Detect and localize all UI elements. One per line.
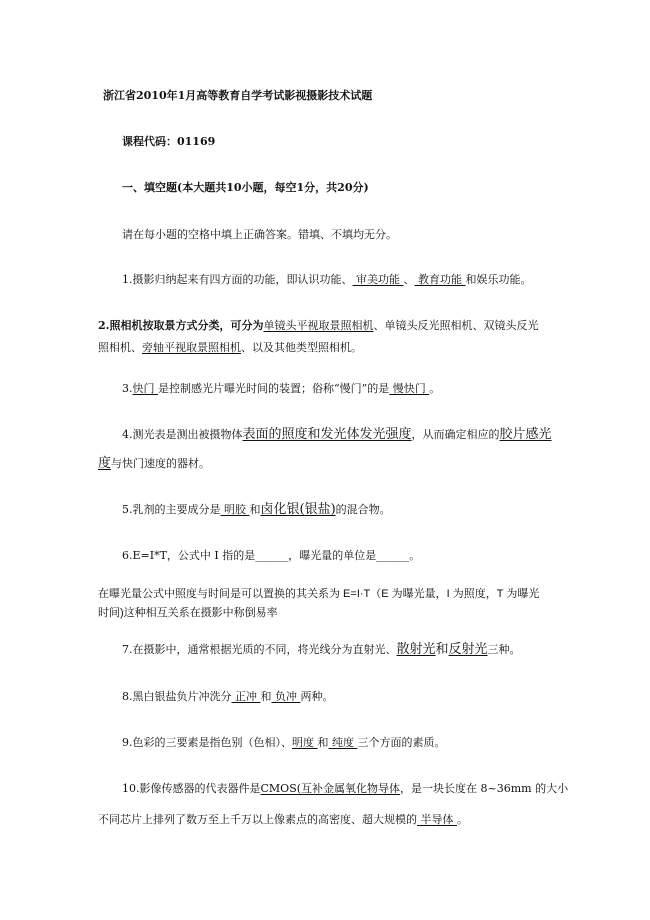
question-4-line-2 xyxy=(98,456,210,472)
q4-answer-2-cont: 度 xyxy=(98,456,112,471)
question-2-line-2 xyxy=(98,340,362,356)
q6-blank-1: ______ xyxy=(255,549,289,562)
q7-text-3: 三种。 xyxy=(487,643,521,656)
q6-blank-2: ______ xyxy=(376,549,410,562)
q3-text: 是控制感光片曝光时间的装置；俗称“慢门”的是 xyxy=(158,382,390,395)
q2-text-2: 、单镜头反光照相机、双镜头反光 xyxy=(373,319,539,332)
q1-answer-2: 教育功能 xyxy=(414,273,466,286)
q5-answer-1: 明胶 xyxy=(220,503,250,516)
q5-text-3: 的混合物。 xyxy=(335,503,391,516)
question-2 xyxy=(98,318,538,334)
q1-text-3: 和娱乐功能。 xyxy=(465,273,532,286)
q8-text-2: 和 xyxy=(260,690,272,703)
q6-text-2: ，曝光量的单位是 xyxy=(288,549,377,562)
q10-text: 10.影像传感器的代表器件是 xyxy=(122,782,261,795)
q4-text-3: 与快门速度的器材。 xyxy=(111,457,211,470)
page-title: 浙江省2010年1月高等教育自学考试影视摄影技术试题 xyxy=(103,89,373,102)
question-6 xyxy=(122,548,420,564)
q3-text-2: 。 xyxy=(429,382,441,395)
q4-answer-2: 胶片感光 xyxy=(499,427,552,442)
q6-text-3: 。 xyxy=(409,549,421,562)
course-code: 课程代码：01169 xyxy=(122,135,216,148)
q6-text: 6.E=I*T，公式中 I 指的是 xyxy=(122,549,256,562)
q2-text: 2.照相机按取景方式分类，可分为 xyxy=(98,319,264,332)
q5-text-2: 和 xyxy=(249,503,261,516)
q10-text-4: 。 xyxy=(457,813,468,826)
q8-text-3: 两种。 xyxy=(300,690,334,703)
q9-text: 9.色彩的三要素是指色别（色相）、 xyxy=(122,736,292,749)
question-10-line-2 xyxy=(98,812,468,828)
q2-answer-2: 旁轴平视取景照相机 xyxy=(142,341,241,354)
q2-answer-1: 单镜头平视取景照相机 xyxy=(263,319,374,332)
instructions: 请在每小题的空格中填上正确答案。错填、不填均无分。 xyxy=(122,228,397,241)
question-4 xyxy=(122,427,552,443)
question-5 xyxy=(122,502,391,518)
q1-answer-1: 审美功能 xyxy=(352,273,404,286)
q9-text-2: 和 xyxy=(317,736,329,749)
q2-text-4: 、以及其他类型照相机。 xyxy=(241,341,362,354)
q10-answer-1: CMOS(互补金属氧化物导体 xyxy=(260,782,401,795)
q5-text: 5.乳剂的主要成分是 xyxy=(122,503,221,516)
question-1 xyxy=(122,272,532,288)
q4-text: 4.测光表是测出被摄物体 xyxy=(122,428,243,441)
q4-text-2: ，从而确定相应的 xyxy=(411,428,500,441)
q6-note-line-1: 在曝光量公式中照度与时间是可以置换的其关系为 E=I·T（E 为曝光量，I 为照度，T 为曝光 xyxy=(98,588,540,600)
question-8 xyxy=(122,689,334,705)
q9-answer-2: 纯度 xyxy=(328,736,358,749)
q1-text: 1.摄影归纳起来有四方面的功能，即认识功能、 xyxy=(122,273,353,286)
question-9 xyxy=(122,735,446,751)
question-10 xyxy=(122,781,568,797)
q8-answer-2: 负冲 xyxy=(271,690,301,703)
q7-text: 7.在摄影中，通常根据光质的不同，将光线分为直射光、 xyxy=(122,643,397,656)
q10-answer-2: 半导体 xyxy=(417,813,457,826)
q10-text-2: ，是一块长度在 8~36mm 的大小 xyxy=(400,782,569,795)
q9-answer-1: 明度 xyxy=(292,736,318,749)
q7-text-2: 和 xyxy=(435,642,449,657)
question-7 xyxy=(122,642,521,658)
q3-answer-1: 快门 xyxy=(132,382,158,395)
section-heading: 一、填空题(本大题共10小题，每空1分，共20分) xyxy=(122,181,369,194)
q7-answer-2: 反射光 xyxy=(448,642,488,657)
q2-text-3: 照相机、 xyxy=(98,341,142,354)
q7-answer-1: 散射光 xyxy=(396,642,436,657)
q5-answer-2: 卤化银(银盐) xyxy=(260,502,336,517)
q8-answer-1: 正冲 xyxy=(231,690,261,703)
q1-text-2: 、 xyxy=(403,273,415,286)
q8-text: 8.黑白银盐负片冲洗分 xyxy=(122,690,232,703)
q6-note-line-2: 时间)这种相互关系在摄影中称倒易率 xyxy=(98,607,278,619)
question-3 xyxy=(122,381,440,397)
q10-text-3: 不同芯片上排列了数万至上千万以上像素点的高密度、超大规模的 xyxy=(98,813,417,826)
q4-answer-1: 表面的照度和发光体发光强度 xyxy=(242,427,412,442)
q3-answer-2: 慢快门 xyxy=(389,382,430,395)
q3-number: 3. xyxy=(122,382,133,395)
q9-text-3: 三个方面的素质。 xyxy=(357,736,446,749)
